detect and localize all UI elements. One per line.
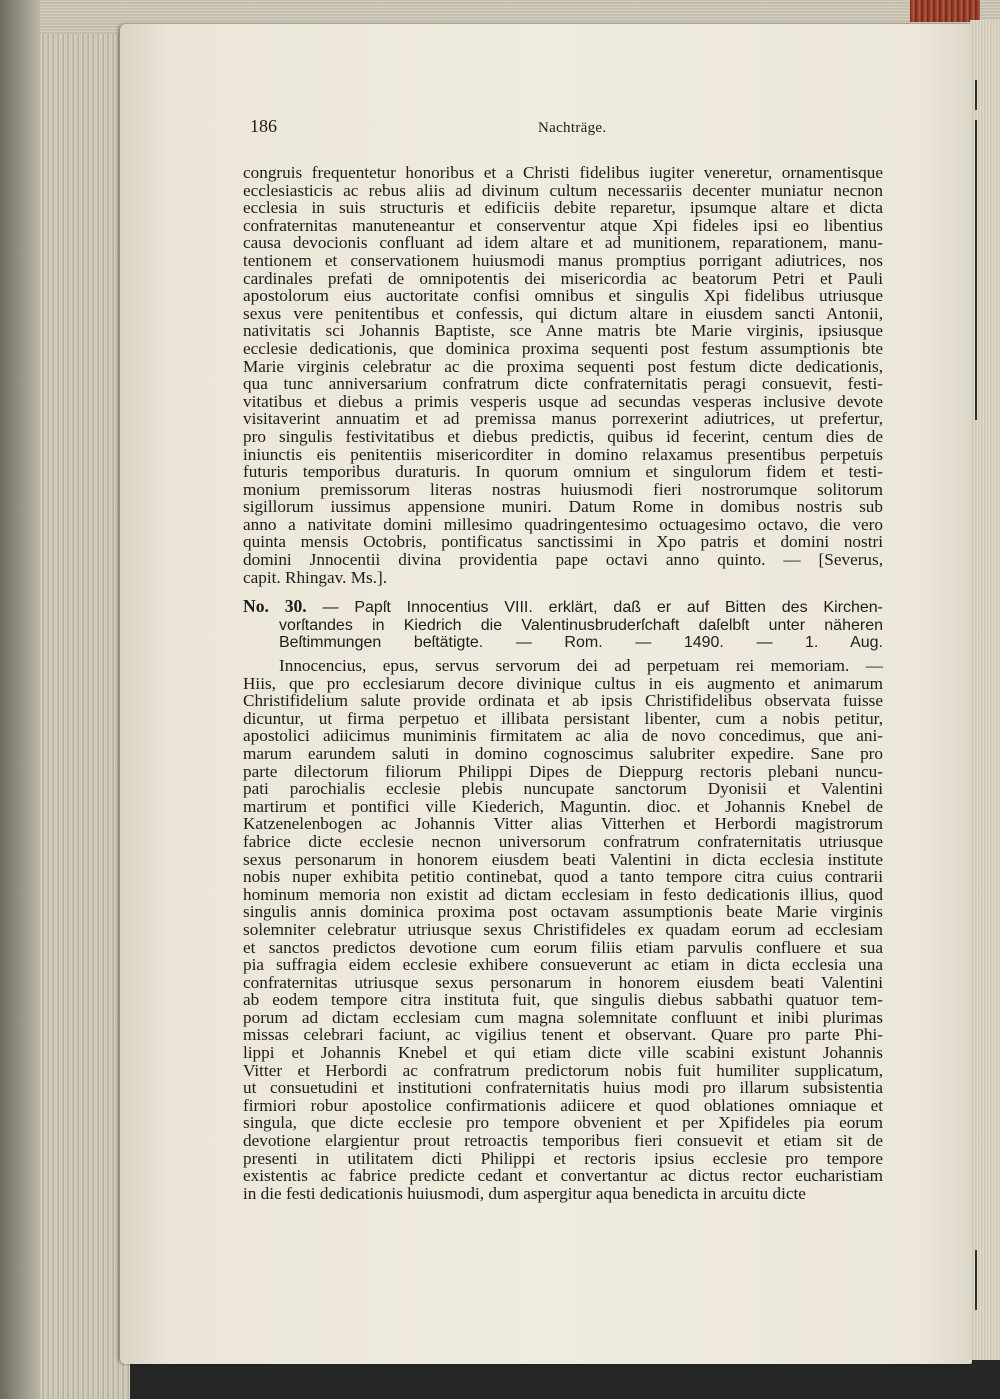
text-line: marum earundem saluti in domino cognoscimus salubriter expedire. Sane pro [243,743,883,763]
text-line: qua tunc anniversarium confratrum dicte confraternitatis peragi consuevit, festi- [243,374,883,394]
bookmark-ribbon [910,0,980,22]
text-line: iniunctis eis penitentiis misericorditer in domino relaxamus presentibus perpetuis [243,444,883,464]
text-line: apostolici adiicimus muniminis firmitatem ac alia de novo concedimus, que ani- [243,726,883,746]
text-line: nativitatis sci Johannis Baptiste, sce Anne matris bte Marie virginis, ipsiusque [243,321,883,341]
text-line: et sanctos predictos devotione cum eorum filiis etiam parvulis confluere et sua [243,937,883,957]
text-line: Innocencius, epus, servus servorum dei ad perpetuam rei memoriam. — [279,656,883,675]
text-line: apostolorum eius auctoritate confisi omnibus et singulis Xpi fidelibus utriusque [243,286,883,306]
text-line: ecclesia in suis structuris et edificiis debite reparetur, ipsumque altare et dicta [243,198,883,218]
entry-heading [243,598,883,652]
page-number: 186 [250,116,277,136]
text-line: ecclesiasticis ac rebus aliis ad divinum cultum necessariis decenter muniatur necnon [243,180,883,200]
text-line: Christifidelium salute provide ordinata et ab ipsis Christifidelibus observata fuisse [243,691,883,711]
text-line: ab eodem tempore citra instituta fuit, que singulis diebus sabbathi quatuor tem- [243,990,883,1010]
text-line: ecclesie dedicationis, que dominica proxima sequenti post festum assumptionis bte [243,338,883,358]
heading-line: vorſtandes in Kiedrich die Valentinusbruderſchaft daſelbſt unter näheren [279,616,883,634]
text-line: fabrice dicte ecclesie necnon universorum confratrum confraternitatis utriusque [243,831,883,851]
text-line: tentionem et conservationem huiusmodi manus promptius porrigant adiutrices, nos [243,250,883,270]
text-line: existentis ac fabrice predicte cedant et convertantur ac dictus rector eucharistiam [243,1166,883,1186]
text-line: lippi et Johannis Knebel et qui etiam dicte ville scabini existunt Johannis [243,1043,883,1063]
text-line: sexus vere penitentibus et confessis, qui dictum altare in eiusdem sancti Antonii, [243,303,883,323]
text-line: nobis nuper exhibita petitio continebat, quod a tanto tempore citra cuius contrarii [243,867,883,887]
book-spine-shadow [0,0,40,1399]
text-line: futuris temporibus duraturis. In quorum omnium et singulorum fidem et testi- [243,462,883,482]
text-line: presenti in utilitatem dicti Philippi et rectoris ipsius ecclesie pro tempore [243,1148,883,1168]
text-line: martirum et pontifici ville Kiederich, Maguntin. dioc. et Johannis Knebel de [243,796,883,816]
text-line: pro singulis festivitatibus et diebus predictis, quibus id fecerint, centum dies de [243,426,883,446]
entry-text [243,657,883,1202]
text-line: sexus personarum in honorem eiusdem beati Valentini in dicta ecclesia institute [243,849,883,869]
margin-mark [975,1250,977,1310]
page-header [250,116,950,142]
text-line: missas celebrari faciunt, ac vigilius tenent et observant. Quare pro parte Phi- [243,1025,883,1045]
text-line: Katzenelenbogen ac Johannis Vitter alias Vitterhen et Herbordi magistrorum [243,814,883,834]
text-line: causa devocionis confluant ad idem altare et ad munitionem, reparationem, manu- [243,233,883,253]
heading-line: Beſtimmungen beſtätigte. — Rom. — 1490. — 1. Aug. [279,634,883,652]
text-line: devotione elargientur prout retroactis temporibus fieri consuevit et etiam sit de [243,1131,883,1151]
text-line: anno a nativitate domini millesimo quadringentesimo octuagesimo octavo, die vero [243,514,883,534]
text-line: firmiori robur apostolice confirmationis adiicere et quod oblationes omniaque et [243,1095,883,1115]
text-line: confraternitas manuteneantur et conserventur atque Xpi fideles ipsi eo libentius [243,215,883,235]
running-head: Nachträge. [538,120,607,136]
text-line: Vitter et Herbordi ac confratrum predictorum nobis fuit humiliter supplicatum, [243,1060,883,1080]
text-line: solemniter celebratur utriusque sexus Christifideles ex quadam eorum ad ecclesiam [243,919,883,939]
margin-mark [975,80,977,110]
text-line: dicuntur, ut firma perpetuo et illibata persistant libenter, cum a nobis petitur, [243,708,883,728]
text-line: pia suffragia eidem ecclesie exhibere consueverunt ac etiam in dicta ecclesia una [243,955,883,975]
text-line: hominum memoria non existit ad dictam ecclesiam in festo dedicationis illius, quod [243,884,883,904]
text-line: domini Jnnocentii divina providentia pape octavi anno quinto. — [Severus, [243,550,883,570]
text-line: visitaverint annuatim et ad premissa manus porrexerint adiutrices, ut prefertur, [243,409,883,429]
text-line: monium premissorum literas nostras huiusmodi fieri nostrorumque solitorum [243,479,883,499]
margin-mark [975,120,977,420]
heading-line: — Papſt Innocentius VIII. erklärt, daß er auf Bitten des Kirchen- [322,599,884,616]
text-line: parte dilectorum filiorum Philippi Dipes de Dieppurg rectoris plebani nuncu- [243,761,883,781]
text-line: quinta mensis Octobris, pontificatus sanctissimi in Xpo patris et domini nostri [243,532,883,552]
text-line: sigillorum iussimus appensione muniri. Datum Rome in domibus nostris sub [243,497,883,517]
continued-text [243,164,883,586]
text-line: capit. Rhingav. Ms.]. [243,567,388,587]
text-line: Marie virginis celebratur ac die proxima sequenti post festum dicte dedicationis, [243,356,883,376]
text-line: confraternitas utriusque sexus personarum in honorem eiusdem beati Valentini [243,972,883,992]
text-line: in die festi dedicationis huiusmodi, dum aspergitur aqua benedicta in arcuitu dicte [243,1183,806,1203]
text-line: pati parochialis ecclesie plebis nuncupate sanctorum Dyonisii et Valentini [243,779,883,799]
text-line: Hiis, que pro ecclesiarum decore divinique cultus in eis augmento et animarum [243,673,883,693]
text-line: singulis annis dominica proxima post octavam assumptionis beate Marie virginis [243,902,883,922]
text-line: congruis frequentetur honoribus et a Christi fidelibus iugiter veneretur, ornamentisque [243,163,883,182]
text-line: vitatibus et diebus a primis vesperis usque ad secundas vesperas inclusive devote [243,391,883,411]
text-line: ut consuetudini et institutioni confraternitatis huius modi pro illarum subsistentia [243,1078,883,1098]
text-line: porum ad dictam ecclesiam cum magna solemnitate confluunt et inibi plurimas [243,1007,883,1027]
text-line: singula, que dicte ecclesie pro tempore obvenient et per Xpifideles pia eorum [243,1113,883,1133]
text-line: cardinales prefati de omnipotentis dei misericordia ac beatorum Petri et Pauli [243,268,883,288]
entry-number: No. 30. [243,596,307,616]
